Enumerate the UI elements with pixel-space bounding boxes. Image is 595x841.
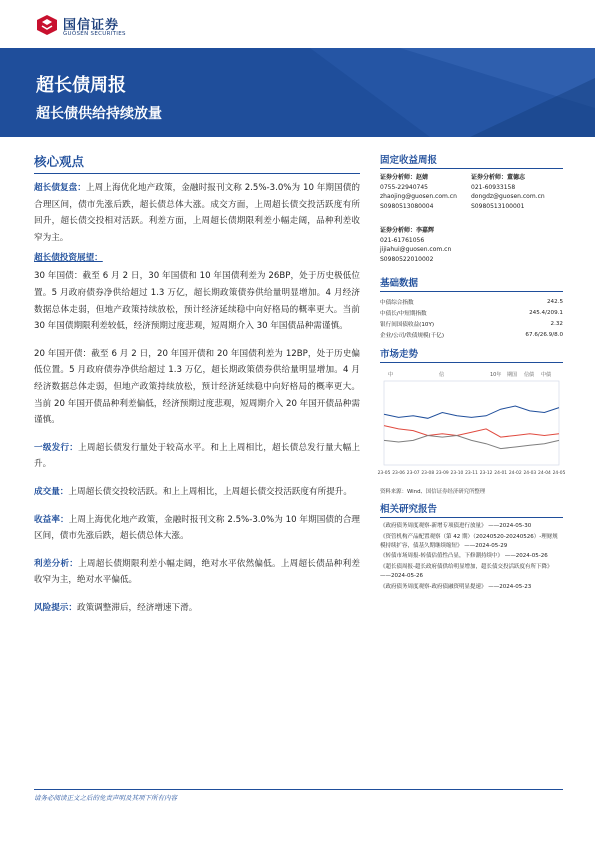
- legend-label: 期国: [507, 372, 518, 378]
- market-trend-chart-svg: [377, 367, 566, 479]
- series-line: [384, 426, 559, 438]
- legend-label: 中债: [541, 372, 552, 378]
- review-label: 超长债复盘：: [34, 183, 86, 193]
- x-tick-label: 23-05: [377, 471, 391, 476]
- primary-issuance-label: 一级发行：: [34, 442, 79, 453]
- related-report-title[interactable]: 《政府债务周度观察-政府债融资明显提速》: [380, 583, 487, 590]
- x-tick-label: 24-05: [552, 471, 566, 476]
- sidebar-column: [377, 152, 566, 594]
- guosen-logo-icon: [36, 14, 58, 36]
- legend-label: 中: [388, 372, 394, 378]
- outlook-heading: [34, 250, 360, 266]
- analyst-email[interactable]: dongdz@guosen.com.cn: [471, 193, 545, 201]
- legend-label: 信: [439, 372, 445, 378]
- spread-label: 利差分析：: [34, 558, 79, 569]
- list-item[interactable]: [380, 552, 563, 561]
- weekly-section-heading: 固定收益周报: [380, 152, 563, 169]
- x-tick-label: 23-06: [392, 471, 405, 476]
- analyst-card: [471, 173, 545, 211]
- list-item[interactable]: [380, 522, 563, 531]
- report-title: 超长债周报: [36, 75, 126, 96]
- core-views-column: [34, 152, 360, 620]
- related-report-date: ——2024-05-26: [504, 553, 548, 560]
- primary-issuance-paragraph: [34, 440, 360, 473]
- review-paragraph: [34, 180, 360, 246]
- analyst-card: [380, 226, 451, 264]
- x-tick-label: 23-10: [450, 471, 464, 476]
- risk-label: 风险提示：: [34, 602, 77, 613]
- related-report-title[interactable]: 《转债市场周报-转债估值性凸显，下修潮持续中》: [380, 553, 503, 560]
- analyst-license: S0980513100001: [471, 202, 525, 210]
- spread-text: 上周超长债期限利差小幅走阔，绝对水平依然偏低。上周超长债品种利差收窄为主，绝对水平偏低。: [34, 558, 360, 586]
- analyst-label: 证券分析师：: [380, 227, 417, 234]
- basic-data-value: 2.32: [550, 320, 563, 327]
- related-report-title[interactable]: 《超长债周报-超长政府债供给明显增加，超长债交投活跃度有所下降》: [380, 564, 553, 571]
- market-trend-chart: [377, 367, 566, 479]
- volume-text: 上周超长债交投较活跃。和上上周相比，上周超长债交投活跃度有所提升。: [68, 486, 352, 497]
- outlook-20y-paragraph: 20 年国开债：截至 6 月 2 日，20 年国开债和 20 年国债利差为 12BP，处于历史偏低位置。5 月政府债券净供给超过 1.3 万亿，超长期政策债券供给量明显增加。4 月经济数据总体走弱，但地产政策持续放松，预计经济延续稳中向好格局的概率更大。当前 20 年国开债品种利差偏低，经济预期过度悲观，短周期介入 20 年国开债品种需谨慎。: [34, 348, 360, 426]
- yield-paragraph: [34, 512, 360, 545]
- series-line: [384, 436, 559, 449]
- related-report-title[interactable]: 《政府债务周度观察-新增专项债进行放量》: [380, 523, 487, 529]
- spread-paragraph: [34, 556, 360, 589]
- footer-disclaimer: 请务必阅读正文之后的免责声明及其项下所有内容: [34, 794, 177, 802]
- related-report-date: ——2024-05-30: [488, 523, 532, 529]
- analyst-phone: 021-61761056: [380, 236, 425, 244]
- list-item[interactable]: [380, 533, 563, 551]
- analyst-name: 李嘉辉: [416, 227, 435, 234]
- logo-chinese-name: 国信证券: [63, 18, 120, 33]
- basic-data-label: 中债综合指数: [380, 299, 414, 306]
- basic-data-label: 银行间国债收益(10Y): [380, 321, 435, 328]
- related-research-heading: 相关研究报告: [380, 501, 563, 518]
- basic-data-label: 中债长/中短期指数: [380, 310, 427, 317]
- volume-paragraph: [34, 484, 360, 501]
- x-tick-label: 24-04: [538, 471, 551, 476]
- outlook-label: 超长债投资展望：: [34, 253, 103, 264]
- analyst-license: S0980522010002: [380, 255, 434, 263]
- analyst-phone: 021-60933158: [471, 183, 516, 191]
- x-tick-label: 23-07: [406, 471, 420, 476]
- x-tick-label: 24-02: [508, 471, 522, 476]
- analyst-phone: 0755-22940745: [380, 183, 428, 191]
- analyst-license: S0980513080004: [380, 202, 434, 210]
- x-tick-label: 23-09: [435, 471, 449, 476]
- basic-data-value: 242.5: [546, 298, 563, 305]
- table-row: [380, 318, 563, 329]
- risk-paragraph: [34, 600, 360, 617]
- related-report-date: ——2024-05-23: [488, 583, 532, 590]
- analyst-block: [380, 173, 563, 275]
- footer-divider: [34, 789, 563, 790]
- list-item[interactable]: [380, 583, 563, 592]
- table-row: [380, 307, 563, 318]
- chart-source-note: 资料来源：Wind、国信证券经济研究所整理: [380, 489, 486, 495]
- table-row: [380, 329, 563, 340]
- x-tick-label: 23-12: [479, 471, 493, 476]
- analyst-email[interactable]: zhaojing@guosen.com.cn: [380, 193, 457, 201]
- analyst-email[interactable]: jijiahui@guosen.com.cn: [380, 246, 452, 254]
- x-tick-label: 24-01: [494, 471, 508, 476]
- related-report-title[interactable]: 《资管机构产品配置观察（第 42 期）（20240520-20240526）-理财规模持续扩容，债基久期继续缩短》: [380, 533, 558, 549]
- x-tick-label: 23-11: [465, 471, 478, 476]
- logo-english-name: GUOSEN SECURITIES: [63, 31, 126, 37]
- primary-issuance-text: 上周超长债发行量处于较高水平。和上上周相比，超长债总发行量大幅上升。: [34, 442, 360, 470]
- related-report-date: ——2024-05-26: [380, 572, 423, 579]
- yield-label: 收益率：: [34, 514, 69, 525]
- related-research-list: [380, 522, 563, 592]
- legend-label: 信债: [524, 372, 535, 378]
- volume-label: 成交量：: [34, 486, 69, 497]
- x-tick-label: 23-08: [421, 471, 435, 476]
- market-trend-heading: 市场走势: [380, 346, 563, 363]
- list-item[interactable]: [380, 563, 563, 581]
- chart-frame: [384, 381, 559, 465]
- basic-data-value: 245.4/209.1: [529, 309, 563, 316]
- title-banner: [0, 48, 595, 137]
- report-subtitle: 超长债供给持续放量: [36, 106, 162, 122]
- outlook-30y-paragraph: 30 年国债：截至 6 月 2 日，30 年国债和 10 年国债利差为 26BP，处于历史极低位置。5 月政府债券净供给超过 1.3 万亿，超长期政策债券供给量明显增加。4 月经济数据总体走弱，但地产政策持续放松，预计经济延续稳中向好格局的概率更大。当前 30 年国债期限利差较低，经济预期过度悲观，短周期介入 30 年国债品种需谨慎。: [34, 271, 360, 332]
- analyst-label: 证券分析师：: [380, 174, 417, 181]
- related-report-date: ——2024-05-29: [464, 542, 508, 549]
- analyst-name: 赵婧: [416, 174, 429, 181]
- analyst-name: 董德志: [507, 174, 526, 181]
- series-line: [384, 406, 559, 418]
- basic-data-heading: 基础数据: [380, 275, 563, 292]
- analyst-label: 证券分析师：: [471, 174, 508, 181]
- core-views-heading: 核心观点: [34, 152, 360, 174]
- basic-data-value: 67.6/26.9/8.0: [525, 331, 563, 338]
- basic-data-label: 企业/公司/铁债规模(千亿): [380, 332, 445, 339]
- table-row: [380, 296, 563, 307]
- analyst-card: [380, 173, 457, 211]
- x-tick-label: 24-03: [523, 471, 537, 476]
- yield-text: 上周上海优化地产政策，金融时报刊文称 2.5%-3.0%为 10 年期国债的合理区间，债市先涨后跌，超长债总体大涨。: [34, 514, 360, 542]
- legend-label: 10年: [490, 372, 502, 378]
- review-text: 上周上海优化地产政策，金融时报刊文称 2.5%-3.0%为 10 年期国债的合理区间，债市先涨后跌，超长债总体大涨。成交方面，上周超长债交投活跃度有所回升，超长债交投相对活跃。利差方面，上周超长债期限利差小幅走阔，品种利差收窄为主。: [34, 183, 360, 243]
- risk-text: 政策调整滞后，经济增速下滑。: [76, 602, 198, 613]
- basic-data-table: [380, 296, 563, 340]
